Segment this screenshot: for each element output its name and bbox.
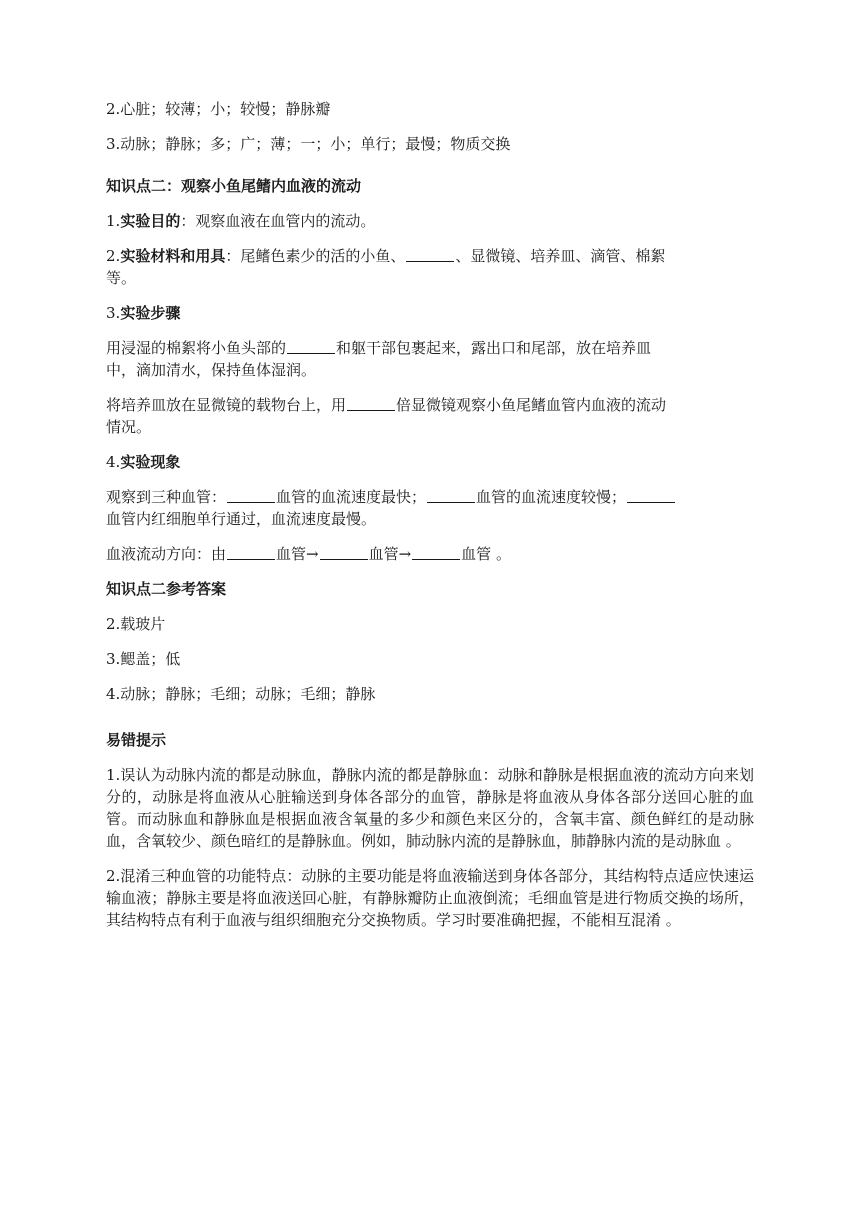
item-1 [106, 210, 754, 232]
obs-text-3: 血管的血流速度较慢； [476, 488, 627, 506]
blank-underline [227, 544, 275, 560]
answer-2-line-4: 4.动脉；静脉；毛细；动脉；毛细；静脉 [106, 685, 376, 703]
blank-underline [347, 395, 395, 411]
item-3 [106, 302, 754, 324]
obs-text-2: 血管的血流速度最快； [276, 488, 427, 506]
step-2-line2: 情况。 [106, 418, 152, 436]
step-2-text-a: 将培养皿放在显微镜的载物台上，用 [106, 396, 347, 414]
item-2-line2: 等。 [106, 269, 137, 287]
item-3-number: 3. [106, 304, 121, 322]
item-1-text: ：观察血液在血管内的流动。 [180, 212, 376, 230]
item-3-label: 实验步骤 [120, 304, 181, 322]
item-1-number: 1. [106, 212, 121, 230]
answers-2-title: 知识点二参考答案 [106, 580, 227, 598]
tip-paragraph-1: 1.误认为动脉内流的都是动脉血，静脉内流的都是静脉血：动脉和静脉是根据血液的流动方向来划分的，动脉是将血液从心脏输送到身体各部分的血管，静脉是将血液从身体各部分送回心脏的血管。而动脉血和静脉血是根据血液含氧量的多少和颜色来区分的，含氧丰富、颜色鲜红的是动脉血，含氧较少、颜色暗红的是静脉血。例如，肺动脉内流的是静脉血，肺静脉内流的是动脉血 。 [106, 766, 754, 850]
item-2-text-a: ：尾鳍色素少的活的小鱼、 [225, 247, 406, 265]
step-2-text-b: 倍显微镜观察小鱼尾鳍血管内血液的流动 [396, 396, 667, 414]
step-2 [106, 394, 754, 416]
blank-underline [627, 487, 675, 503]
item-4 [106, 451, 754, 473]
answer-2-line-3: 3.鳃盖；低 [106, 650, 181, 668]
blank-underline [287, 338, 335, 354]
step-1-text-b: 和躯干部包裹起来，露出口和尾部，放在培养皿 [336, 339, 652, 357]
answer-line-3: 3.动脉；静脉；多；广；薄；一；小；单行；最慢；物质交换 [106, 135, 511, 153]
answer-2-line-2: 2.载玻片 [106, 615, 166, 633]
blank-underline [227, 487, 275, 503]
blank-underline [412, 544, 460, 560]
item-2-label: 实验材料和用具 [120, 247, 226, 265]
blank-underline [406, 246, 454, 262]
tips-title: 易错提示 [106, 731, 167, 749]
flow-text-1: 血液流动方向：由 [106, 545, 227, 563]
blank-underline [320, 544, 368, 560]
item-2-text-b: 、显微镜、培养皿、滴管、棉絮 [455, 247, 666, 265]
observation-line2: 血管内红细胞单行通过，血流速度最慢。 [106, 510, 377, 528]
tip-paragraph-2: 2.混淆三种血管的功能特点：动脉的主要功能是将血液输送到身体各部分，其结构特点适应快速运输血液；静脉主要是将血液送回心脏，有静脉瓣防止血液倒流；毛细血管是进行物质交换的场所，其结构特点有利于血液与组织细胞充分交换物质。学习时要准确把握，不能相互混淆 。 [106, 867, 754, 929]
flow-direction-line [106, 543, 754, 565]
flow-text-3: 血管→ [368, 545, 412, 563]
flow-text-4: 血管 。 [461, 545, 511, 563]
step-1 [106, 337, 754, 359]
blank-underline [427, 487, 475, 503]
item-1-label: 实验目的 [120, 212, 181, 230]
obs-text-1: 观察到三种血管： [106, 488, 227, 506]
answer-line-2: 2.心脏；较薄；小；较慢；静脉瓣 [106, 100, 331, 118]
document-page [106, 98, 754, 931]
step-1-text-a: 用浸湿的棉絮将小鱼头部的 [106, 339, 287, 357]
item-4-number: 4. [106, 453, 121, 471]
flow-text-2: 血管→ [276, 545, 319, 563]
step-1-line2: 中，滴加清水，保持鱼体湿润。 [106, 361, 317, 379]
item-2 [106, 245, 754, 267]
section-2-title: 知识点二：观察小鱼尾鳍内血液的流动 [106, 177, 362, 195]
observation-line [106, 486, 754, 508]
item-4-label: 实验现象 [120, 453, 181, 471]
item-2-number: 2. [106, 247, 121, 265]
